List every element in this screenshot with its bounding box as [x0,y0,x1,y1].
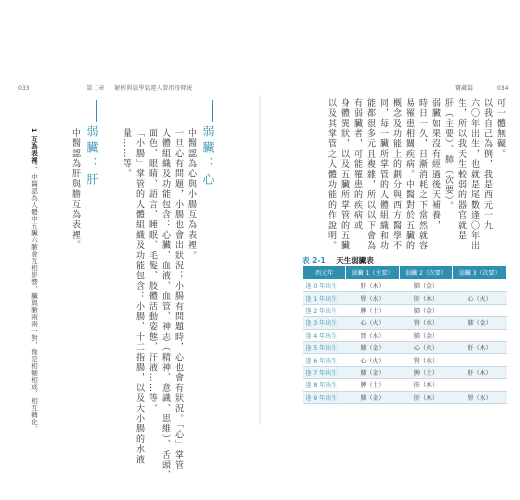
table-cell [453,379,507,391]
table-cell: 肺（金） [453,317,507,329]
table-label: 表 2-1 [302,256,326,265]
table-cell: 逢 3 年出生 [303,317,346,329]
body-text-column: 以及其掌管之人體功能的作說明。 [326,98,336,251]
body-text-column: 易罹患相關疾病。中醫對於五臟的 [404,98,414,251]
table-row [303,329,507,341]
table-row [303,379,507,391]
body-text-column: 身體異狀，以及五臟所掌管的五臟 [339,98,349,251]
body-text-column: 弱臟如果沒有經過後天補養， [430,98,440,231]
table-header-cell: 弱臟 3（次要） [453,266,507,280]
table-header-cell: 弱臟 1（主要） [346,266,400,280]
body-text-column: 人體組織及功能包含：心臟、血液、血管、神志（精神、意識、思維）、舌頭、 [160,128,170,481]
table-cell: 逢 0 年出生 [303,280,346,292]
heading-rule [96,100,97,122]
table-cell: 肾（水） [346,329,400,341]
body-text-column: 有弱臟者，可能罹患的疾病或 [352,98,362,231]
table-cell: 心（火） [346,317,400,329]
body-text-column: 概念及功能上的劃分與西方醫學不 [391,98,401,251]
table-cell: 腎（水） [346,292,400,304]
table-row [303,366,507,378]
body-text-column: 六〇年出生，也就是尾數逢〇年出 [469,98,479,251]
table-cell: 肺（金） [399,280,453,292]
table-cell: 脾（土） [346,304,400,316]
body-text-column: 同，每一臟所掌管的人體組織和功 [378,98,388,251]
table-cell: 肝（木） [346,280,400,292]
table-header-cell: 弱臟 2（次要） [399,266,453,280]
table-row [303,292,507,304]
body-text-column: 可一體無礙。 [495,98,505,160]
section-heading: 弱臟：肝 [85,125,99,189]
body-text-column: 「小腸」掌管的人體組織及功能包含：小腸、十二指腸，以及大小腸的水液 [134,128,144,465]
table-cell: 肺（金） [346,391,400,403]
table-row [303,304,507,316]
table-cell: 肝（木） [399,391,453,403]
heading-rule [212,100,213,122]
table-cell: 肺（金） [346,341,400,353]
table-cell: 心（火） [346,354,400,366]
body-text-column: 中醫認為心與小腸互為表裡。 [186,128,196,261]
left-page-number: 033 [18,85,30,92]
table-cell: 肝（木） [453,366,507,378]
table-row [303,391,507,403]
table-cell: 脾（土） [346,379,400,391]
table-cell: 逢 8 年出生 [303,379,346,391]
footnote [30,128,39,432]
footnote-number: 1 [30,128,38,134]
table-cell: 心（火） [399,341,453,353]
table-cell: 脾（土） [399,366,453,378]
table-cell: 腎（水） [453,391,507,403]
table-cell: 肺（金） [346,366,400,378]
table-cell: 肝（木） [399,379,453,391]
table-header-cell: 西元年 [303,266,346,280]
table-row [303,317,507,329]
footnote-text: 中醫認為人體中五臟六腑會互相影響，臟與腑兩兩一對，像是相輔相成、相互轉化。 [30,173,38,433]
body-text-column: 量……等。 [121,128,131,179]
body-text-column: 能都很多元且複雜，所以以下會為 [365,98,375,251]
table-cell: 肺（金） [399,304,453,316]
right-page-number: 034 [496,85,509,92]
chapter-title: 解析與氣學氣運人曾祖母傳統 [114,85,193,92]
table-cell: 逢 5 年出生 [303,341,346,353]
table-cell: 逢 6 年出生 [303,354,346,366]
table-cell: 逢 7 年出生 [303,366,346,378]
body-text-column: 面色、眼睛、語言、睡眠、毛髮、肢體活動姿態、汗液……等。 [147,128,157,414]
table-cell [453,354,507,366]
body-text-column: 肝（主要）、肺（次要）。 [443,98,453,212]
table-cell: 肝（木） [453,341,507,353]
right-page-header [455,83,508,92]
table-cell: 逢 4 年出生 [303,329,346,341]
table-cell: 逢 1 年出生 [303,292,346,304]
table-cell: 肺（金） [399,329,453,341]
body-text-column: 生，所以我天生較弱的器官就是 [456,98,466,241]
table-title: 天生弱臟表 [336,256,374,265]
chapter-label: 第二章 [86,85,105,92]
table-cell: 肝（木） [399,292,453,304]
body-text-column: 以我自己為例，我是西元一九 [482,98,492,231]
table-cell: 逢 2 年出生 [303,304,346,316]
table-row [303,341,507,353]
section-heading: 弱臟：心 [201,125,215,189]
table-cell: 腎（水） [399,317,453,329]
book-gutter [258,95,262,425]
table-row [303,354,507,366]
body-text-column: 一旦心有問題，小腸也會出狀況；小腸有問題時，心也會有狀況。「心」掌管 [173,128,183,471]
table-cell [453,304,507,316]
table-cell: 腎（水） [399,354,453,366]
left-page-header [18,83,192,92]
body-text-column: 時日一久，日漸消耗之下當然就容 [417,98,427,251]
table-row [303,280,507,292]
body-text-column: 中醫認為肝與膽互為表裡。 [70,128,80,251]
table-header-row [303,266,507,280]
running-title: 寶藏篇 [455,85,474,92]
footnote-title: 互為表裡： [30,135,38,171]
table-cell [453,280,507,292]
table-cell: 心（火） [453,292,507,304]
table-cell: 逢 9 年出生 [303,391,346,403]
table-cell [453,329,507,341]
weak-organ-table [302,265,507,404]
